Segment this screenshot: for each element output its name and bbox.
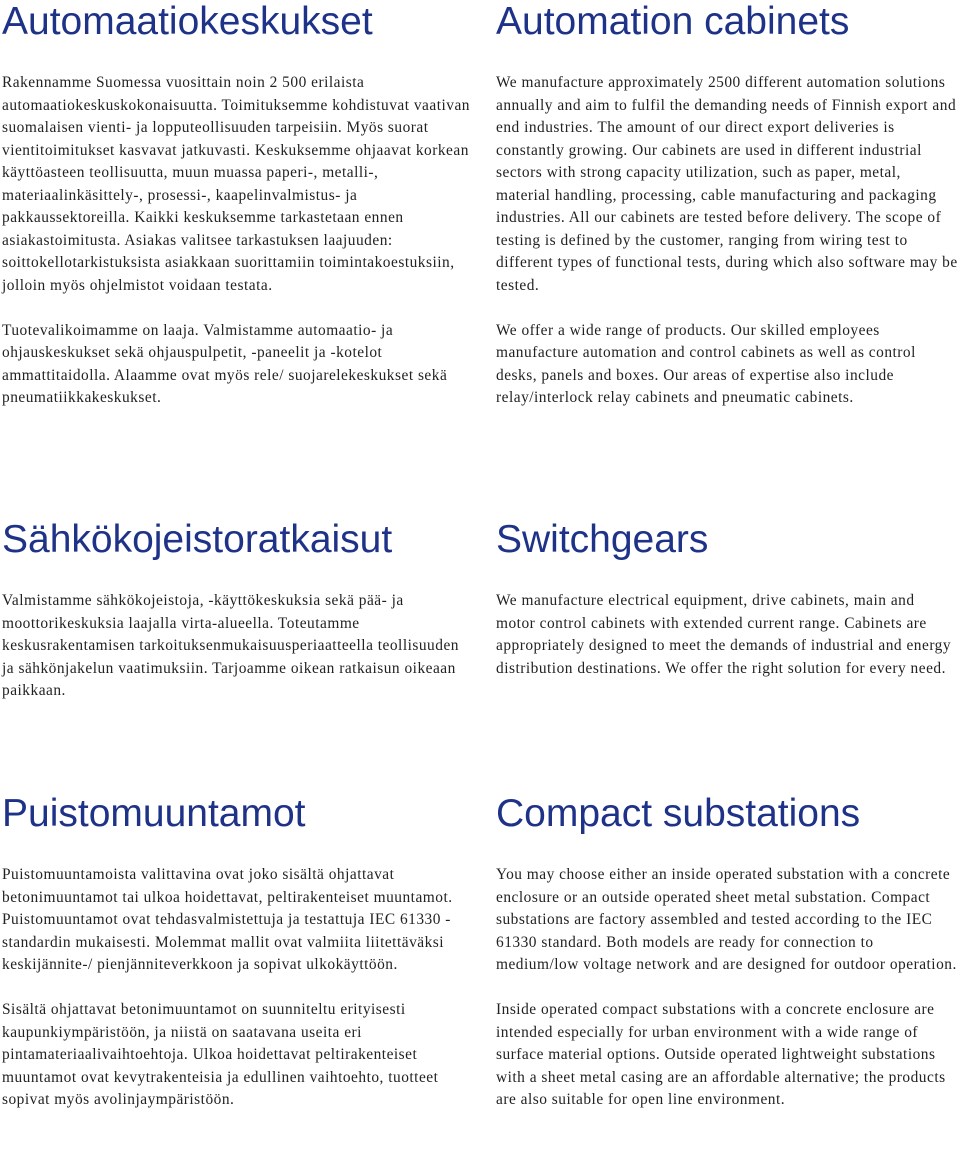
column-english [496,0,958,406]
section-heading: Automation cabinets [496,0,850,43]
section-body [2,864,470,1112]
column-finnish [2,518,470,699]
paragraph: We offer a wide range of products. Our skilled employees manufacture automation and control cabinets as well as control desks, panels and boxes. Our areas of expertise also include relay/interlock relay cabinets and pneumatic cabinets. [496,321,916,406]
paragraph: Rakennamme Suomessa vuosittain noin 2 500 erilaista automaatiokeskuskokonaisuutta. Toimituksemme kohdistuvat vaativan suomalaisen vienti- ja lopputeollisuuden tarpeisiin. Myös suorat vientitoimitukset kasvavat jatkuvasti. Keskuksemme ohjaavat korkean käyttöasteen teollisuutta, muun muassa paperi-, metalli-, materiaalinkäsittely-, prosessi-, kaapelinvalmistus- ja pakkaussektoreilla. Kaikki keskuksemme tarkastetaan ennen asiakastoimitusta. Asiakas valitsee tarkastuksen laajuuden: soittokellotarkistuksista asiakkaan suorittamiin toimintakoestuksiin, jolloin myös ohjelmistot voidaan testata. [2,74,470,294]
paragraph: Tuotevalikoimamme on laaja. Valmistamme automaatio- ja ohjauskeskukset sekä ohjauspulpetit, -paneelit ja -kotelot ammattitaidolla. Alaamme ovat myös rele/ suojarelekeskukset sekä pneumatiikkakeskukset. [2,321,448,406]
section-body [2,590,470,703]
section-body [496,590,958,680]
section-body [496,72,958,410]
section-body [496,864,958,1112]
column-finnish [2,0,470,406]
section-body [2,72,470,410]
section-heading: Automaatiokeskukset [2,0,373,43]
paragraph: Valmistamme sähkökojeistoja, -käyttökeskuksia sekä pää- ja moottorikeskuksia laajalla virta-alueella. Toteutamme keskusrakentamisen tarkoituksenmukaisuusperiaatteella teollisuuden ja sähkönjakelun vaatimuksiin. Tarjoamme oikean ratkaisun oikeaan paikkaan. [2,592,459,699]
column-finnish [2,792,470,1108]
paragraph: You may choose either an inside operated substation with a concrete enclosure or an outside operated sheet metal substation. Compact substations are factory assembled and tested according to the IEC 61330 standard. Both models are ready for connection to medium/low voltage network and are designed for outdoor operation. [496,866,957,973]
section-heading: Switchgears [496,518,709,561]
paragraph: We manufacture electrical equipment, drive cabinets, main and motor control cabinets with extended current range. Cabinets are appropriately designed to meet the demands of industrial and energy distribution destinations. We offer the right solution for every need. [496,592,952,677]
section-heading: Sähkökojeistoratkaisut [2,518,393,561]
section-heading: Puistomuuntamot [2,792,306,835]
column-english [496,792,958,1108]
paragraph: Puistomuuntamoista valittavina ovat joko sisältä ohjattavat betonimuuntamot tai ulkoa hoidettavat, peltirakenteiset muuntamot. Puistomuuntamot ovat tehdasvalmistettuja ja testattuja IEC 61330 -standardin mukaisesti. Molemmat mallit ovat valmiita liitettäväksi keskijännite-/ pienjänniteverkkoon ja sopivat ulkokäyttöön. [2,866,453,973]
paragraph: Sisältä ohjattavat betonimuuntamot on suunniteltu erityisesti kaupunkiympäristöön, ja niistä on saatavana useita eri pintamateriaalivaihtoehtoja. Ulkoa hoidettavat peltirakenteiset muuntamot ovat kevytrakenteisia ja edullinen vaihtoehto, tuotteet sopivat myös avolinjaympäristöön. [2,1001,439,1108]
column-english [496,518,958,677]
paragraph: We manufacture approximately 2500 different automation solutions annually and aim to fulfil the demanding needs of Finnish export and end industries. The amount of our direct export deliveries is constantly growing. Our cabinets are used in different industrial sectors with strong capacity utilization, such as paper, metal, material handling, processing, cable manufacturing and packaging industries. All our cabinets are tested before delivery. The scope of testing is defined by the customer, ranging from wiring test to different types of functional tests, during which also software may be tested. [496,74,958,294]
paragraph: Inside operated compact substations with a concrete enclosure are intended especially for urban environment with a wide range of surface material options. Outside operated lightweight substations with a sheet metal casing are an affordable alternative; the products are also suitable for open line environment. [496,1001,946,1108]
section-heading: Compact substations [496,792,861,835]
